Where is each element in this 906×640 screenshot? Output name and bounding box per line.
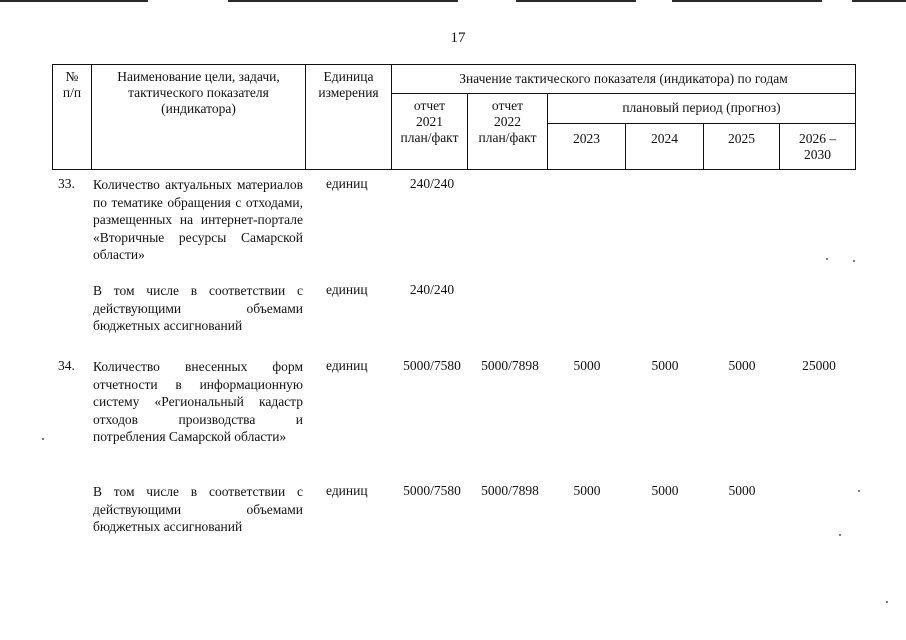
row-unit: единиц (326, 282, 368, 297)
row-value-2021: 240/240 (409, 282, 455, 297)
scan-speck (858, 490, 860, 492)
row-value-2024: 5000 (651, 483, 679, 498)
header-year-2026-2030: 2026 – 2030 (798, 131, 837, 162)
row-value-2026-2030: 25000 (802, 358, 836, 373)
row-value-2021: 240/240 (409, 176, 455, 191)
header-year-2024: 2024 (651, 131, 678, 146)
row-value-2022: 5000/7898 (481, 483, 539, 498)
scan-speck (853, 260, 855, 262)
row-unit: единиц (326, 176, 368, 191)
scan-speck (886, 601, 888, 603)
row-value-2023: 5000 (573, 483, 601, 498)
row-indicator-name: Количество внесенных форм отчетности в информационную систему «Региональный кадастр отходов производства и потребления Самарской области» (93, 359, 303, 444)
row-value-2021: 5000/7580 (403, 358, 461, 373)
header-year-2025: 2025 (728, 131, 755, 146)
row-value-2021: 5000/7580 (403, 483, 461, 498)
header-report-2021: отчет 2021 план/факт (400, 98, 459, 145)
header-values-group: Значение тактического показателя (индикатора) по годам (459, 71, 788, 86)
scan-speck (839, 534, 841, 536)
row-value-2025: 5000 (728, 483, 756, 498)
scan-edge-mark (672, 0, 822, 2)
row-divider (547, 123, 855, 124)
row-value-2022: 5000/7898 (481, 358, 539, 373)
scan-edge-mark (516, 0, 636, 2)
scan-speck (42, 438, 44, 440)
row-divider (391, 93, 855, 94)
row-indicator-name: В том числе в соответствии с действующими объемами бюджетных ассигнований (93, 283, 303, 333)
row-number: 33. (58, 176, 75, 191)
row-number: 34. (58, 358, 75, 373)
scan-edge-mark (852, 0, 906, 2)
table-header (52, 64, 856, 170)
row-value-2024: 5000 (651, 358, 679, 373)
row-value-2025: 5000 (728, 358, 756, 373)
header-name: Наименование цели, задачи, тактического показателя (индикатора) (117, 69, 280, 116)
scan-speck (826, 258, 828, 260)
scan-edge-mark (228, 0, 458, 2)
header-planned-period: плановый период (прогноз) (622, 100, 781, 115)
row-indicator-name: Количество актуальных материалов по тематике обращения с отходами, размещенных на интернет-портале «Вторичные ресурсы Самарской области» (93, 177, 303, 262)
row-unit: единиц (326, 483, 368, 498)
header-no: № п/п (62, 69, 82, 100)
row-indicator-name: В том числе в соответствии с действующими объемами бюджетных ассигнований (93, 484, 303, 534)
header-unit: Единица измерения (318, 69, 379, 100)
page-number: 17 (450, 30, 466, 46)
scan-edge-mark (0, 0, 148, 2)
row-value-2023: 5000 (573, 358, 601, 373)
header-year-2023: 2023 (573, 131, 600, 146)
header-report-2022: отчет 2022 план/факт (478, 98, 537, 145)
row-unit: единиц (326, 358, 368, 373)
